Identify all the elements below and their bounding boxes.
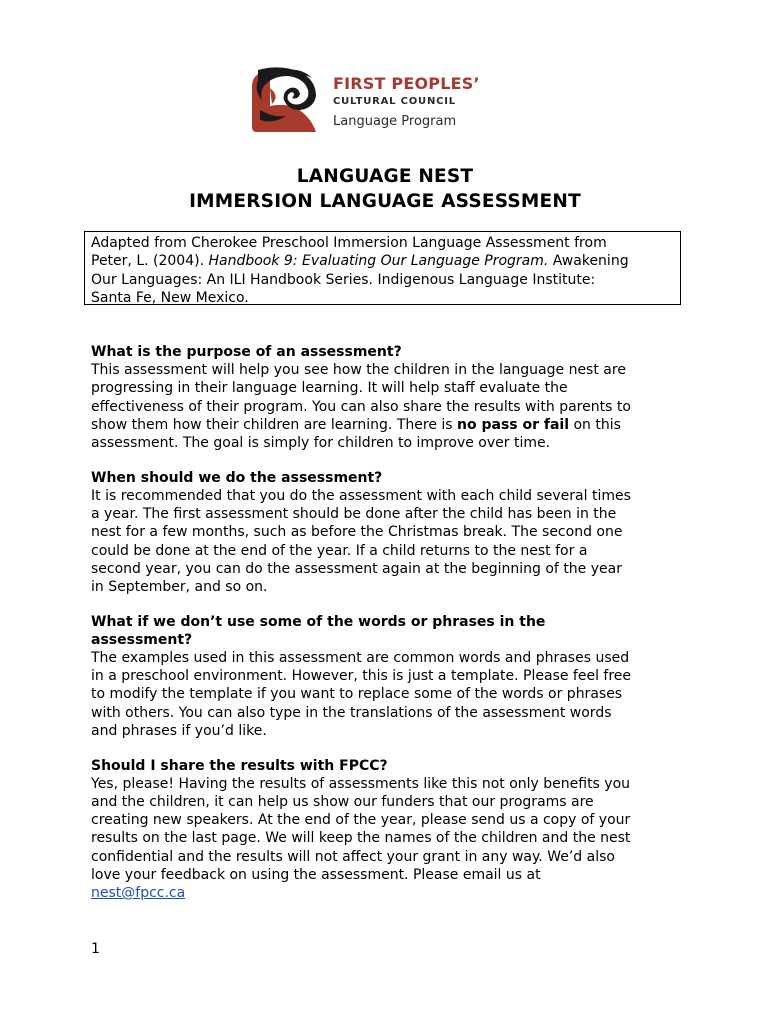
citation-text: Awakening [548, 253, 629, 270]
section-heading: What is the purpose of an assessment? [91, 344, 402, 360]
logo-org-name: FIRST PEOPLES’ [333, 74, 480, 93]
body-line: confidential and the results will not affect your grant in any way. We’d also [91, 848, 615, 865]
section-words-phrases [91, 613, 691, 740]
section-heading: When should we do the assessment? [91, 469, 383, 486]
body-line: results on the last page. We will keep the names of the children and the nest [91, 830, 631, 847]
logo-program: Language Program [333, 114, 457, 129]
body-line [91, 884, 691, 902]
section-heading: What if we don’t use some of the words or phrases in the [91, 613, 546, 630]
body-line: with others. You can also type in the translations of the assessment words [91, 704, 612, 721]
citation-box [84, 231, 681, 305]
email-link[interactable]: nest@fpcc.ca [91, 884, 186, 901]
body-line: progressing in their language learning. It will help staff evaluate the [91, 380, 568, 397]
body-text: on this [569, 416, 621, 433]
page-number: 1 [91, 941, 100, 957]
body-line: and the children, it can help us show our funders that our programs are [91, 793, 594, 810]
body-line: assessment. The goal is simply for children to improve over time. [91, 435, 551, 452]
body-line: a year. The first assessment should be done after the child has been in the [91, 506, 617, 523]
body-line: nest for a few months, such as before the Christmas break. The second one [91, 524, 623, 541]
section-when [91, 469, 691, 596]
citation-line: Our Languages: An ILI Handbook Series. Indigenous Language Institute: [91, 271, 596, 288]
body-line: could be done at the end of the year. If a child returns to the nest for a [91, 542, 588, 559]
section-purpose [91, 343, 691, 452]
body-line: in September, and so on. [91, 578, 268, 595]
section-heading: Should I share the results with FPCC? [91, 757, 388, 774]
document-title-line2: IMMERSION LANGUAGE ASSESSMENT [189, 191, 581, 212]
body-line: in a preschool environment. However, this is just a template. Please feel free [91, 668, 632, 685]
logo-council: CULTURAL COUNCIL [333, 96, 456, 107]
body-line: to modify the template if you want to replace some of the words or phrases [91, 686, 623, 703]
fpcc-logo [250, 66, 500, 136]
fpcc-logo-mark-icon [250, 66, 320, 132]
section-share-results [91, 757, 691, 903]
citation-handbook-title: Handbook 9: Evaluating Our Language Program. [208, 253, 549, 270]
document-title-line1: LANGUAGE NEST [296, 166, 474, 187]
emphasis-text: no pass or fail [457, 416, 570, 433]
citation-line [91, 252, 680, 270]
body-line: and phrases if you’d like. [91, 722, 267, 739]
citation-line: Adapted from Cherokee Preschool Immersion Language Assessment from [91, 235, 607, 251]
citation-line: Santa Fe, New Mexico. [91, 289, 249, 306]
body-line: It is recommended that you do the assessment with each child several times [91, 487, 631, 504]
citation-text: Peter, L. (2004). [91, 253, 209, 270]
document-body [91, 343, 691, 919]
body-line: effectiveness of their program. You can also share the results with parents to [91, 398, 631, 415]
body-line: Yes, please! Having the results of assessments like this not only benefits you [91, 775, 631, 792]
body-text: show them how their children are learning. There is [91, 416, 458, 433]
body-line: This assessment will help you see how the children in the language nest are [91, 362, 626, 379]
section-heading: assessment? [91, 631, 193, 648]
body-line: second year, you can do the assessment again at the beginning of the year [91, 560, 622, 577]
body-line: love your feedback on using the assessment. Please email us at [91, 866, 541, 883]
body-line: The examples used in this assessment are common words and phrases used [91, 650, 630, 667]
body-line: creating new speakers. At the end of the year, please send us a copy of your [91, 812, 631, 829]
body-line [91, 416, 691, 434]
